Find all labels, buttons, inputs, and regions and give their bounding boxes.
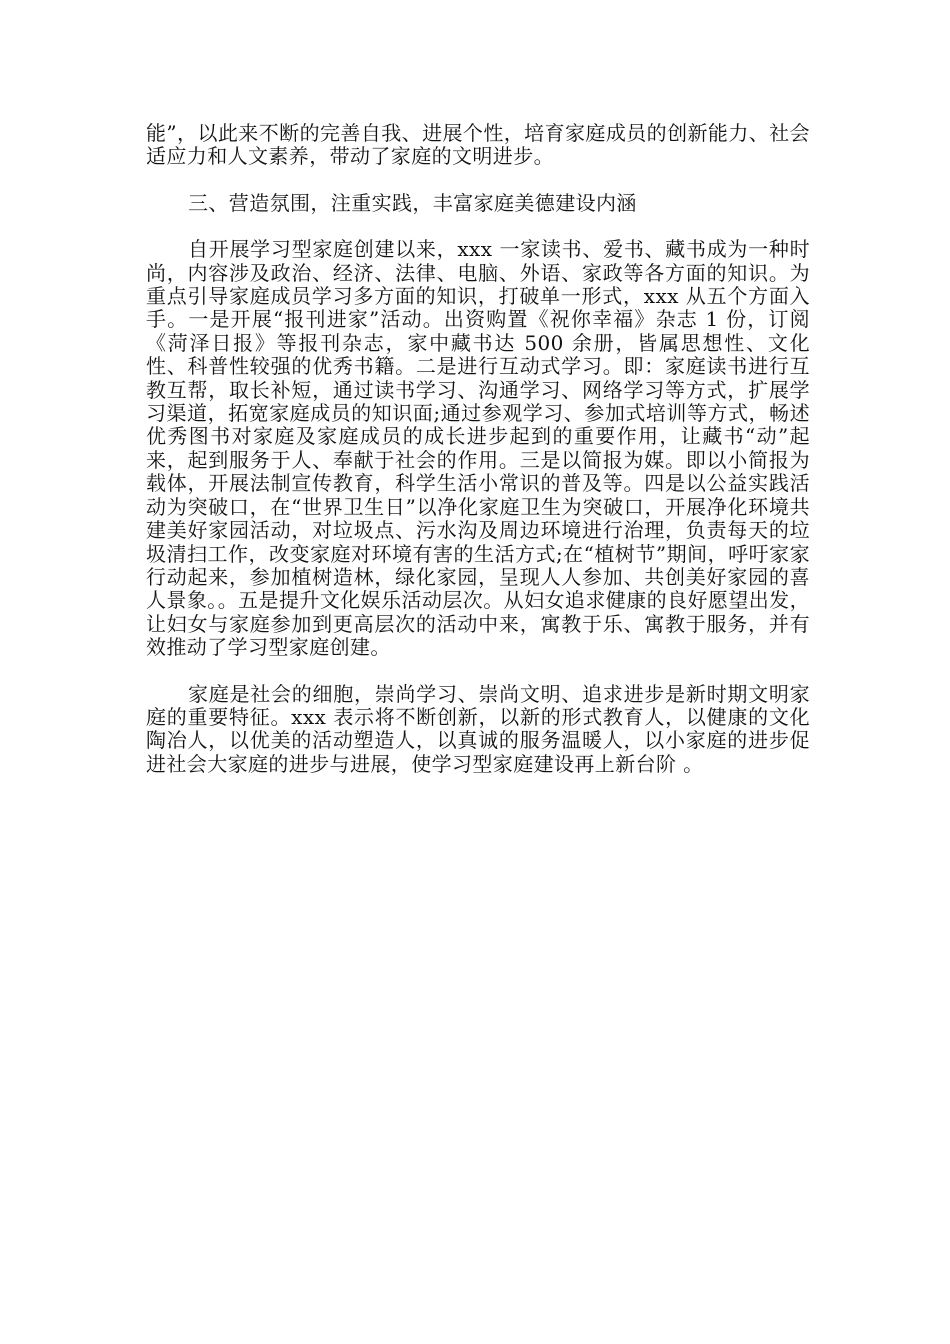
paragraph-continuation: 能”，以此来不断的完善自我、进展个性，培育家庭成员的创新能力、社会适应力和人文素养，带动了家庭的文明进步。: [146, 121, 810, 169]
paragraph-closing: 家庭是社会的细胞，崇尚学习、崇尚文明、追求进步是新时期文明家庭的重要特征。xxx 表示将不断创新，以新的形式教育人，以健康的文化陶冶人，以优美的活动塑造人，以真诚的服务温暖人，以小家庭的进步促进社会大家庭的进步与进展，使学习型家庭建设再上新台阶 。: [146, 681, 810, 776]
section-heading: 三、营造氛围，注重实践，丰富家庭美德建设内涵: [188, 190, 637, 215]
paragraph-main: 自开展学习型家庭创建以来，xxx 一家读书、爱书、藏书成为一种时尚，内容涉及政治、经济、法律、电脑、外语、家政等各方面的知识。为重点引导家庭成员学习多方面的知识，打破单一形式，xxx 从五个方面入手。一是开展“报刊进家”活动。出资购置《祝你幸福》杂志 1 份，订阅《菏泽日报》等报刊杂志，家中藏书达 500 余册，皆属思想性、文化性、科普性较强的优秀书籍。二是进行互动式学习。即：家庭读书进行互教互帮，取长补短，通过读书学习、沟通学习、网络学习等方式，扩展学习渠道，拓宽家庭成员的知识面;通过参观学习、参加式培训等方式，畅述优秀图书对家庭及家庭成员的成长进步起到的重要作用，让藏书“动”起来，起到服务于人、奉献于社会的作用。三是以简报为媒。即以小简报为载体，开展法制宣传教育，科学生活小常识的普及等。四是以公益实践活动为突破口，在“世界卫生日”以净化家庭卫生为突破口，开展净化环境共建美好家园活动，对垃圾点、污水沟及周边环境进行治理，负责每天的垃圾清扫工作，改变家庭对环境有害的生活方式;在“植树节”期间，呼吁家家行动起来，参加植树造林，绿化家园，呈现人人参加、共创美好家园的喜人景象。。五是提升文化娱乐活动层次。从妇女追求健康的良好愿望出发，让妇女与家庭参加到更高层次的活动中来，寓教于乐、寓教于服务，并有效推动了学习型家庭创建。: [146, 237, 810, 660]
document-body: [146, 122, 810, 799]
